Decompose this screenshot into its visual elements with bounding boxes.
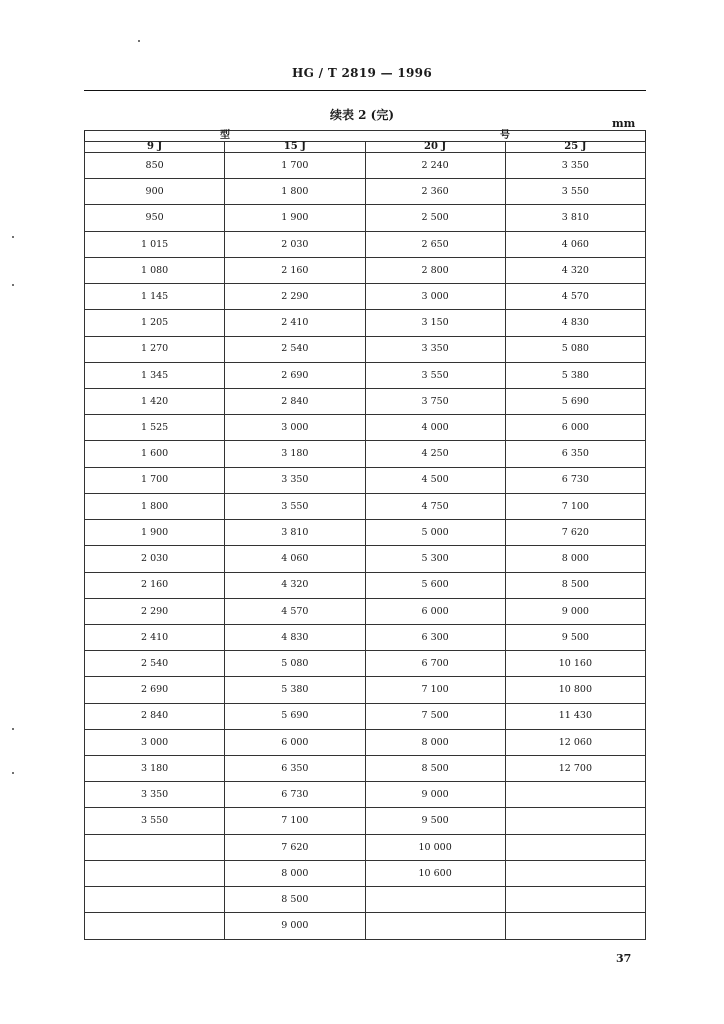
table-cell: 2 290 bbox=[225, 284, 365, 310]
table-cell: 11 430 bbox=[505, 703, 645, 729]
table-row bbox=[85, 913, 646, 940]
table-cell: 2 410 bbox=[225, 310, 365, 336]
table-cell bbox=[85, 913, 225, 940]
scan-speck bbox=[12, 772, 14, 774]
scan-speck bbox=[12, 236, 14, 238]
table-cell: 3 550 bbox=[505, 179, 645, 205]
table-cell: 3 180 bbox=[225, 441, 365, 467]
table-cell: 2 540 bbox=[225, 336, 365, 362]
table-cell: 10 600 bbox=[365, 860, 505, 886]
table-cell: 5 000 bbox=[365, 520, 505, 546]
table-cell: 5 380 bbox=[505, 362, 645, 388]
table-cell: 2 690 bbox=[85, 677, 225, 703]
table-row bbox=[85, 729, 646, 755]
table-row bbox=[85, 257, 646, 283]
table-cell: 3 550 bbox=[85, 808, 225, 834]
table-row bbox=[85, 834, 646, 860]
table-cell: 8 500 bbox=[365, 756, 505, 782]
table-row bbox=[85, 415, 646, 441]
table-cell: 10 800 bbox=[505, 677, 645, 703]
table-cell: 9 000 bbox=[225, 913, 365, 940]
table-row bbox=[85, 179, 646, 205]
table-cell: 3 180 bbox=[85, 756, 225, 782]
table-cell: 3 000 bbox=[365, 284, 505, 310]
table-row bbox=[85, 467, 646, 493]
table-cell: 1 525 bbox=[85, 415, 225, 441]
table-row bbox=[85, 572, 646, 598]
table-cell: 2 240 bbox=[365, 153, 505, 179]
table-cell: 4 570 bbox=[225, 598, 365, 624]
table-row bbox=[85, 231, 646, 257]
table-cell: 1 700 bbox=[225, 153, 365, 179]
table-row bbox=[85, 860, 646, 886]
table-cell: 1 205 bbox=[85, 310, 225, 336]
table-cell: 1 800 bbox=[225, 179, 365, 205]
table-cell: 4 750 bbox=[365, 493, 505, 519]
table-cell bbox=[365, 913, 505, 940]
table-cell: 1 700 bbox=[85, 467, 225, 493]
table-cell: 4 060 bbox=[505, 231, 645, 257]
table-cell: 1 145 bbox=[85, 284, 225, 310]
table-cell: 2 360 bbox=[365, 179, 505, 205]
table-cell: 2 540 bbox=[85, 651, 225, 677]
table-row bbox=[85, 782, 646, 808]
table-cell: 2 840 bbox=[85, 703, 225, 729]
table-cell bbox=[85, 834, 225, 860]
group-header-left: 型 bbox=[85, 131, 366, 142]
table-title: 续表 2 (完) bbox=[329, 108, 395, 122]
table-cell: 2 500 bbox=[365, 205, 505, 231]
table-cell bbox=[505, 913, 645, 940]
table-cell: 3 350 bbox=[505, 153, 645, 179]
table-cell: 6 700 bbox=[365, 651, 505, 677]
table-cell: 2 690 bbox=[225, 362, 365, 388]
table-cell bbox=[505, 782, 645, 808]
table-row bbox=[85, 493, 646, 519]
table-cell: 1 900 bbox=[85, 520, 225, 546]
table-cell: 3 350 bbox=[225, 467, 365, 493]
table-cell: 10 160 bbox=[505, 651, 645, 677]
table-cell: 4 320 bbox=[225, 572, 365, 598]
table-cell: 2 160 bbox=[225, 257, 365, 283]
table-cell: 1 080 bbox=[85, 257, 225, 283]
table-cell: 3 000 bbox=[85, 729, 225, 755]
table-cell: 3 150 bbox=[365, 310, 505, 336]
table-row bbox=[85, 598, 646, 624]
table-cell: 3 550 bbox=[365, 362, 505, 388]
table-cell: 7 100 bbox=[365, 677, 505, 703]
table-cell: 8 000 bbox=[505, 546, 645, 572]
scan-speck bbox=[12, 728, 14, 730]
table-cell: 2 030 bbox=[225, 231, 365, 257]
table-row bbox=[85, 520, 646, 546]
table-row bbox=[85, 205, 646, 231]
table-cell: 3 750 bbox=[365, 388, 505, 414]
table-row bbox=[85, 677, 646, 703]
page-number: 37 bbox=[616, 952, 632, 965]
table-cell: 9 500 bbox=[505, 624, 645, 650]
table-row bbox=[85, 336, 646, 362]
table-cell: 3 350 bbox=[365, 336, 505, 362]
table-cell: 5 380 bbox=[225, 677, 365, 703]
table-row bbox=[85, 703, 646, 729]
table-cell: 850 bbox=[85, 153, 225, 179]
table-cell: 1 800 bbox=[85, 493, 225, 519]
table-row bbox=[85, 887, 646, 913]
table-row bbox=[85, 808, 646, 834]
table-cell bbox=[505, 887, 645, 913]
table-cell: 10 000 bbox=[365, 834, 505, 860]
table-cell: 5 690 bbox=[225, 703, 365, 729]
table-cell: 9 000 bbox=[505, 598, 645, 624]
column-header: 25 J bbox=[505, 142, 645, 153]
table-cell bbox=[365, 887, 505, 913]
table-cell: 2 160 bbox=[85, 572, 225, 598]
table-cell: 4 570 bbox=[505, 284, 645, 310]
table-cell: 6 350 bbox=[225, 756, 365, 782]
table-cell: 3 810 bbox=[505, 205, 645, 231]
table-cell: 7 500 bbox=[365, 703, 505, 729]
table-cell: 8 000 bbox=[365, 729, 505, 755]
table-cell: 3 000 bbox=[225, 415, 365, 441]
table-cell: 2 650 bbox=[365, 231, 505, 257]
group-header-row bbox=[85, 131, 646, 142]
table-cell: 6 000 bbox=[365, 598, 505, 624]
table-row bbox=[85, 651, 646, 677]
column-header: 9 J bbox=[85, 142, 225, 153]
table-cell: 6 350 bbox=[505, 441, 645, 467]
column-header: 20 J bbox=[365, 142, 505, 153]
table-row bbox=[85, 153, 646, 179]
column-header-row bbox=[85, 142, 646, 153]
table-cell: 4 250 bbox=[365, 441, 505, 467]
table-row bbox=[85, 310, 646, 336]
table-cell: 950 bbox=[85, 205, 225, 231]
table-cell: 1 600 bbox=[85, 441, 225, 467]
table-cell: 7 620 bbox=[225, 834, 365, 860]
table-cell: 4 830 bbox=[505, 310, 645, 336]
document-header: HG / T 2819 — 1996 bbox=[292, 66, 432, 80]
scan-speck bbox=[12, 284, 14, 286]
table-cell: 4 000 bbox=[365, 415, 505, 441]
table-row bbox=[85, 388, 646, 414]
table-cell: 6 300 bbox=[365, 624, 505, 650]
table-cell: 6 730 bbox=[225, 782, 365, 808]
table-cell: 9 500 bbox=[365, 808, 505, 834]
table-cell: 5 600 bbox=[365, 572, 505, 598]
header-rule bbox=[84, 90, 646, 91]
table-cell: 3 810 bbox=[225, 520, 365, 546]
group-header-right: 号 bbox=[365, 131, 646, 142]
table-cell: 7 100 bbox=[225, 808, 365, 834]
table-cell: 8 500 bbox=[225, 887, 365, 913]
table-cell: 1 015 bbox=[85, 231, 225, 257]
table-cell: 4 060 bbox=[225, 546, 365, 572]
table-cell: 6 730 bbox=[505, 467, 645, 493]
table-cell: 1 900 bbox=[225, 205, 365, 231]
table-cell: 1 345 bbox=[85, 362, 225, 388]
table-cell: 2 840 bbox=[225, 388, 365, 414]
table-row bbox=[85, 284, 646, 310]
table-cell: 4 320 bbox=[505, 257, 645, 283]
table-cell bbox=[85, 887, 225, 913]
table-cell: 9 000 bbox=[365, 782, 505, 808]
table-cell: 2 030 bbox=[85, 546, 225, 572]
table-body bbox=[85, 153, 646, 940]
table-cell: 1 270 bbox=[85, 336, 225, 362]
table-cell: 5 300 bbox=[365, 546, 505, 572]
table-row bbox=[85, 441, 646, 467]
table-cell: 3 350 bbox=[85, 782, 225, 808]
table-cell: 8 000 bbox=[225, 860, 365, 886]
table-cell bbox=[505, 834, 645, 860]
table-cell: 4 830 bbox=[225, 624, 365, 650]
table-row bbox=[85, 756, 646, 782]
table-cell: 5 080 bbox=[505, 336, 645, 362]
table-row bbox=[85, 362, 646, 388]
table-cell: 12 700 bbox=[505, 756, 645, 782]
table-cell: 2 410 bbox=[85, 624, 225, 650]
unit-label: mm bbox=[612, 117, 636, 130]
table-cell bbox=[505, 860, 645, 886]
table-cell bbox=[85, 860, 225, 886]
table-cell: 6 000 bbox=[505, 415, 645, 441]
column-header: 15 J bbox=[225, 142, 365, 153]
table-row bbox=[85, 546, 646, 572]
table-cell: 900 bbox=[85, 179, 225, 205]
table-cell: 5 080 bbox=[225, 651, 365, 677]
table-cell: 7 100 bbox=[505, 493, 645, 519]
table-cell: 12 060 bbox=[505, 729, 645, 755]
table-cell bbox=[505, 808, 645, 834]
table-cell: 8 500 bbox=[505, 572, 645, 598]
table-cell: 3 550 bbox=[225, 493, 365, 519]
table-cell: 7 620 bbox=[505, 520, 645, 546]
table-cell: 4 500 bbox=[365, 467, 505, 493]
data-table bbox=[84, 130, 646, 940]
table-cell: 6 000 bbox=[225, 729, 365, 755]
table-cell: 1 420 bbox=[85, 388, 225, 414]
table-cell: 5 690 bbox=[505, 388, 645, 414]
scan-speck bbox=[138, 40, 140, 42]
table-cell: 2 800 bbox=[365, 257, 505, 283]
table-cell: 2 290 bbox=[85, 598, 225, 624]
table-row bbox=[85, 624, 646, 650]
